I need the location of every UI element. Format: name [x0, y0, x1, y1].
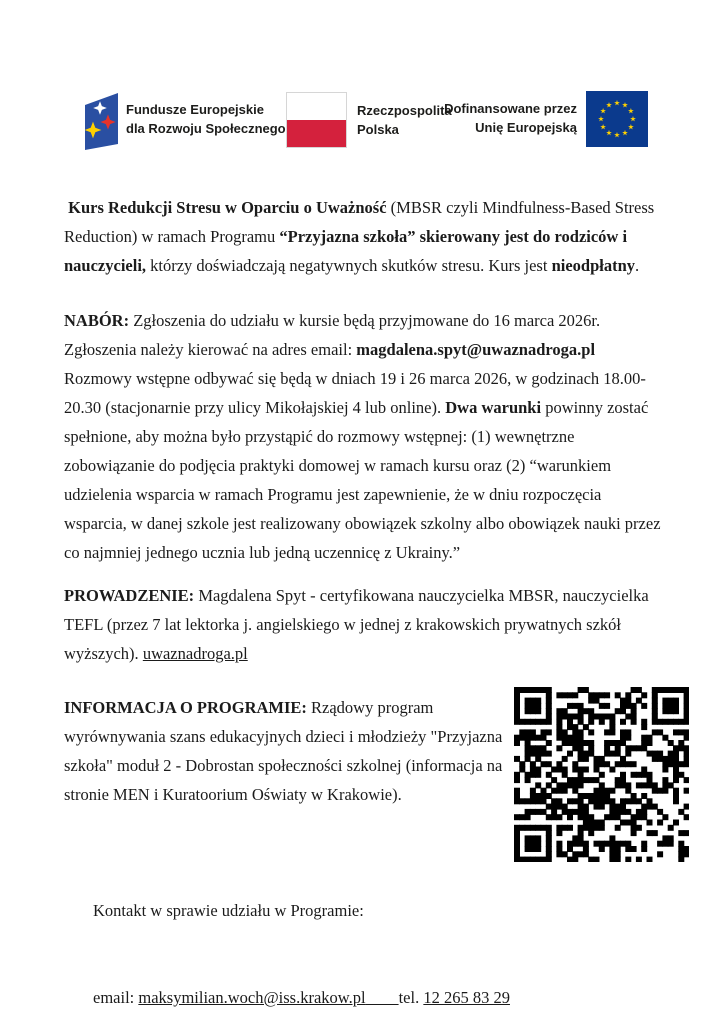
- contact-email-link[interactable]: maksymilian.woch@iss.krakow.pl: [138, 988, 366, 1007]
- text-run: (MBSR czyli Mindfulness-Based Stress Reduction) w ramach Programu: [64, 198, 659, 246]
- text-run: Rządowy program wyrównywania szans edukacyjnych dzieci i młodzieży "Przyjazna szkoła" moduł 2 - Dobrostan społeczności szkolnej (informacja na stronie MEN i Kuratoorium Oświaty w Krakowie).: [64, 698, 507, 804]
- poland-label: [357, 93, 452, 139]
- section-label-informacja: INFORMACJA O PROGRAMIE:: [64, 698, 307, 717]
- eu-cofunding-label: [444, 91, 577, 137]
- poland-label-line1: Rzeczpospolita: [357, 103, 452, 118]
- website-link[interactable]: uwaznadroga.pl: [142, 644, 248, 663]
- text-run: nieodpłatny: [551, 256, 636, 275]
- eu-cofunding-label-line1: Dofinansowane przez: [444, 101, 577, 116]
- text-run: “Przyjazna szkoła” skierowany jest do rodziców i nauczycieli,: [64, 227, 632, 275]
- section-label-nabor: NABÓR:: [64, 311, 130, 330]
- contact-block: [93, 838, 633, 1024]
- eu-cofunding-label-line2: Unię Europejską: [475, 120, 577, 135]
- course-title: Kurs Redukcji Stresu w Oparciu o Uważność: [64, 198, 387, 217]
- text-run: którzy doświadczają negatywnych skutków stresu. Kurs jest: [146, 256, 552, 275]
- qr-code: [514, 687, 689, 862]
- applicant-email: magdalena.spyt@uwaznadroga.pl: [356, 340, 596, 359]
- eu-funds-logo: [78, 92, 286, 150]
- text-run: Rozmowy wstępne odbywać się będą w dniach 19 i 26 marca 2026, w godzinach 18.00-20.30 (stacjonarnie przy ulicy Mikołajskiej 4 lub online).: [64, 340, 646, 417]
- paragraph-nabor: [64, 306, 664, 567]
- text-run: tel.: [398, 988, 424, 1007]
- text-run: Zgłoszenia do udziału w kursie będą przyjmowane do 16 marca 2026r. Zgłoszenia należy kierować na adres email:: [64, 311, 605, 359]
- eu-funds-label-line1: Fundusze Europejskie: [126, 102, 264, 117]
- eu-funds-label: [126, 92, 286, 138]
- eu-funds-label-line2: dla Rozwoju Społecznego: [126, 121, 286, 136]
- contact-heading: Kontakt w sprawie udziału w Programie:: [93, 901, 364, 920]
- text-run: Dwa warunki: [445, 398, 542, 417]
- text-run: .: [635, 256, 640, 275]
- poland-logo: [287, 93, 452, 147]
- contact-phone-link[interactable]: 12 265 83 29: [423, 988, 510, 1007]
- poland-flag-icon: [287, 93, 346, 147]
- paragraph-prowadzenie: [64, 581, 664, 668]
- paragraph-intro: [64, 193, 664, 280]
- eu-flag-icon: [586, 91, 648, 147]
- eu-funds-flag-icon: [78, 92, 118, 150]
- text-run: powinny zostać spełnione, aby można było przystąpić do rozmowy wstępnej: (1) wewnętrzne zobowiązanie do podjęcia praktyki domowej w ramach kursu oraz (2) “warunkiem udzielenia wsparcia w ramach Programu jest zapewnienie, że w dniu rozpoczęcia wsparcia, w danej szkole jest realizowany obowiązek szkolny albo obowiązek nauki przez co najmniej jednego ucznia lub jedną uczennicę z Ukrainy.”: [64, 398, 665, 562]
- text-run: email:: [93, 988, 139, 1007]
- poland-label-line2: Polska: [357, 122, 399, 137]
- text-run: [366, 988, 399, 1007]
- eu-cofunding-logo: [444, 91, 648, 147]
- contact-line: [93, 983, 633, 1012]
- section-label-prowadzenie: PROWADZENIE:: [64, 586, 195, 605]
- paragraph-informacja: [64, 693, 522, 809]
- text-run: Magdalena Spyt - certyfikowana nauczycielka MBSR, nauczycielka TEFL (przez 7 lat lektorka j. angielskiego w jednej z krakowskich prywatnych szkół wyższych).: [64, 586, 653, 663]
